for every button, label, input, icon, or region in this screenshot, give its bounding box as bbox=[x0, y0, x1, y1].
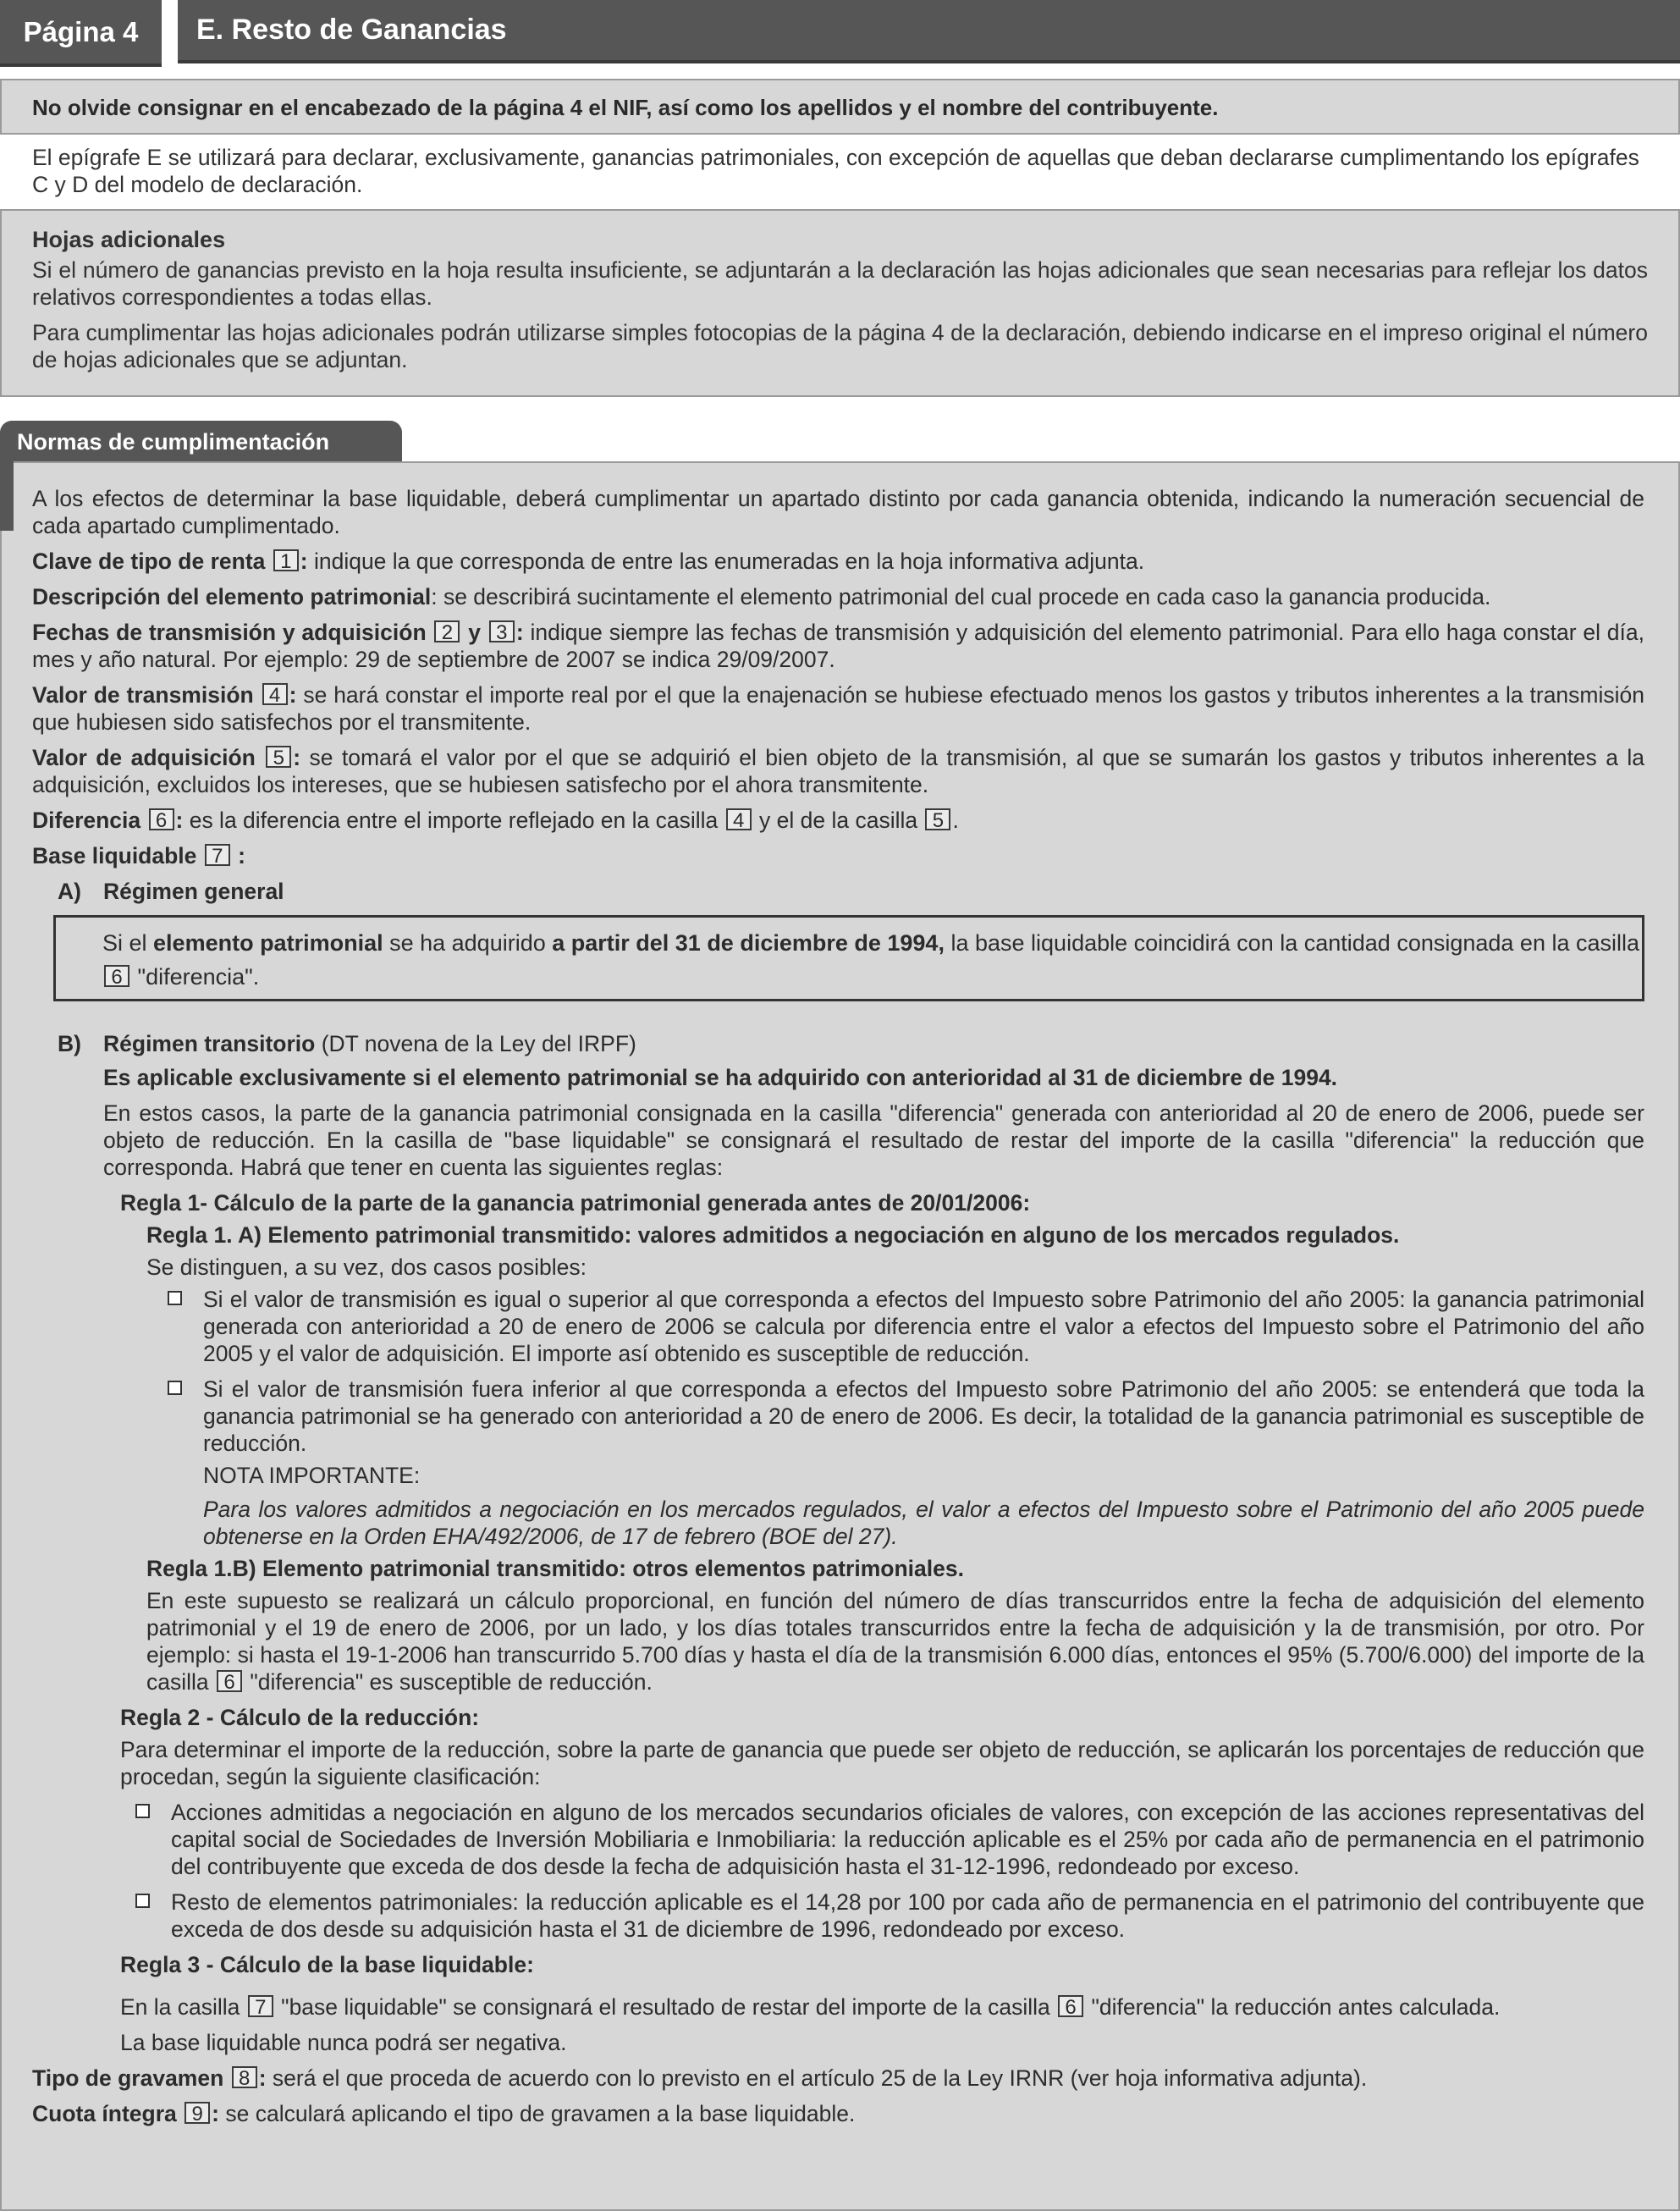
regimen-general-frame: Si el elemento patrimonial se ha adquirido a partir del 31 de diciembre de 1994, la base liquidable coincidirá con la cantidad consignada en la casilla 6 "diferencia". bbox=[53, 915, 1644, 1001]
regla-1-title: Regla 1- Cálculo de la parte de la ganancia patrimonial generada antes de 20/01/2006: bbox=[120, 1190, 1031, 1216]
intro-paragraph: El epígrafe E se utilizará para declarar, exclusivamente, ganancias patrimoniales, con excepción de aquellas que deban declararse cumplimentando los epígrafes C y D del modelo de declaración. bbox=[32, 145, 1639, 197]
vt-label: Valor de transmisión bbox=[32, 682, 254, 708]
regla-1a-item-1: Si el valor de transmisión es igual o superior al que corresponda a efectos del Impuesto sobre Patrimonio del año 2005: la ganancia patrimonial generada con anterioridad a 20 de enero de 2006 se calcula por diferencia entre el valor a efectos del Impuesto sobre el Patrimonio del año 2005 y el valor de adquisición. El importe así obtenido es susceptible de reducción. bbox=[168, 1286, 1644, 1367]
b-title: Régimen transitorio bbox=[103, 1031, 316, 1056]
checkbox-icon bbox=[135, 1804, 150, 1818]
cuota-text: se calculará aplicando el tipo de gravamen a la base liquidable. bbox=[219, 2101, 856, 2126]
tipo-label: Tipo de gravamen bbox=[32, 2065, 224, 2091]
box-1: 1 bbox=[273, 549, 299, 571]
fechas-label: Fechas de transmisión y adquisición bbox=[32, 620, 427, 645]
checkbox-icon bbox=[168, 1381, 182, 1395]
extra-sheets-p2: Para cumplimentar las hojas adicionales podrán utilizarse simples fotocopias de la página 4 de la declaración, debiendo indicarse en el impreso original el número de hojas adicionales que se adjuntan. bbox=[32, 320, 1648, 372]
page-number-tab: Página 4 bbox=[0, 0, 162, 67]
regimen-general-heading bbox=[32, 878, 1644, 905]
descripcion-item bbox=[32, 583, 1644, 610]
tipo-text: será el que proceda de acuerdo con lo previsto en el artículo 25 de la Ley IRNR (ver hoja informativa adjunta). bbox=[266, 2065, 1368, 2091]
box-2: 2 bbox=[434, 620, 460, 642]
section-title: E. Resto de Ganancias bbox=[178, 0, 1680, 63]
tipo-gravamen-item: Tipo de gravamen 8 : será el que proceda de acuerdo con lo previsto en el artículo 25 de la Ley IRNR (ver hoja informativa adjunta). bbox=[32, 2065, 1368, 2091]
nota-title: NOTA IMPORTANTE: bbox=[203, 1463, 421, 1488]
box-4: 4 bbox=[262, 683, 288, 705]
clave-item: Clave de tipo de renta 1 : indique la que corresponda de entre las enumeradas en la hoja informativa adjunta. bbox=[32, 549, 1145, 574]
clave-label: Clave de tipo de renta bbox=[32, 549, 266, 574]
extra-sheets-p1: Si el número de ganancias previsto en la hoja resulta insuficiente, se adjuntarán a la declaración las hojas adicionales que sean necesarias para reflejar los datos relativos correspondientes a todas ellas. bbox=[32, 257, 1648, 310]
box-4-ref: 4 bbox=[726, 808, 752, 830]
b-title-suffix: (DT novena de la Ley del IRPF) bbox=[315, 1031, 636, 1056]
base-label: Base liquidable bbox=[32, 843, 197, 868]
fechas-y: y bbox=[468, 620, 482, 645]
regla-3-note: La base liquidable nunca podrá ser negativa. bbox=[120, 2030, 567, 2055]
desc-text: : se describirá sucintamente el elemento patrimonial del cual procede en cada caso la ganancia producida. bbox=[431, 584, 1491, 609]
normas-intro: A los efectos de determinar la base liquidable, deberá cumplimentar un apartado distinto por cada ganancia obtenida, indicando la numeración secuencial de cada apartado cumplimentado. bbox=[32, 486, 1644, 538]
box-7: 7 bbox=[205, 844, 230, 866]
regla-1a-title: Regla 1. A) Elemento patrimonial transmitido: valores admitidos a negociación en alguno de los mercados regulados. bbox=[146, 1222, 1400, 1248]
dif-text3: . bbox=[952, 808, 959, 833]
box-5: 5 bbox=[266, 746, 291, 768]
regla-1b-text: En este supuesto se realizará un cálculo proporcional, en función del número de días transcurridos entre la fecha de adquisición del elemento patrimonial y el 19 de enero de 2006, por un lado, y los días totales transcurridos entre la fecha de adquisición y la de transmisión, por otro. Por ejemplo: si hasta el 19-1-2006 han transcurrido 5.700 días y hasta el día de la transmisión 6.000 días, entonces el 95% (5.700/6.000) del importe de la casilla 6 "diferencia" es susceptible de reducción. bbox=[146, 1588, 1644, 1695]
fechas-item: Fechas de transmisión y adquisición 2 y 3 : indique siempre las fechas de transmisión y adquisición del elemento patrimonial. Para ello haga constar el día, mes y año natural. Por ejemplo: 29 de septiembre de 2007 se indica 29/09/2007. bbox=[32, 620, 1644, 672]
a-letter: A) bbox=[58, 879, 81, 904]
vt-text: se hará constar el importe real por el que la enajenación se hubiese efectuado menos los gastos y tributos inherentes a la transmisión que hubiesen sido satisfechos por el transmitente. bbox=[32, 682, 1644, 735]
box-6-ref: 6 bbox=[217, 1670, 242, 1692]
regla-1a-text: Se distinguen, a su vez, dos casos posibles: bbox=[146, 1254, 587, 1280]
transitorio-bold: Es aplicable exclusivamente si el elemento patrimonial se ha adquirido con anterioridad al 31 de diciembre de 1994. bbox=[103, 1065, 1338, 1090]
a-title: Régimen general bbox=[103, 879, 284, 904]
va-text: se tomará el valor por el que se adquirió el bien objeto de la transmisión, al que se sumarán los gastos y tributos inherentes a la adquisición, excluidos los intereses, que se hubiesen satisfecho por el ahora transmitente. bbox=[32, 745, 1644, 797]
cuota-label: Cuota íntegra bbox=[32, 2101, 177, 2126]
b-letter: B) bbox=[58, 1031, 81, 1056]
diferencia-item: Diferencia 6 : es la diferencia entre el importe reflejado en la casilla 4 y el de la casilla 5 . bbox=[32, 808, 959, 833]
regla-1b-title: Regla 1.B) Elemento patrimonial transmitido: otros elementos patrimoniales. bbox=[146, 1556, 964, 1581]
extra-sheets-title: Hojas adicionales bbox=[32, 227, 226, 252]
box-9: 9 bbox=[185, 2102, 210, 2124]
transitorio-text: En estos casos, la parte de la ganancia patrimonial consignada en la casilla "diferencia" generada con anterioridad al 20 de enero de 2006, puede ser objeto de reducción. En la casilla de "base liquidable" se consignará el resultado de restar del importe de la casilla "diferencia" la reducción que corresponda. Habrá que tener en cuenta las siguientes reglas: bbox=[103, 1100, 1644, 1180]
regla-2-text: Para determinar el importe de la reducción, sobre la parte de ganancia que puede ser objeto de reducción, se aplicarán los porcentajes de reducción que procedan, según la siguiente clasificación: bbox=[120, 1737, 1644, 1789]
dif-label: Diferencia bbox=[32, 808, 141, 833]
regla-2-item-2: Resto de elementos patrimoniales: la reducción aplicable es el 14,28 por 100 por cada año de permanencia en el patrimonio del contribuyente que exceda de dos desde su adquisición hasta el 31 de diciembre de 1996, redondeado por exceso. bbox=[135, 1888, 1644, 1943]
regla-3-title: Regla 3 - Cálculo de la base liquidable: bbox=[120, 1952, 534, 1977]
regla-2-title: Regla 2 - Cálculo de la reducción: bbox=[120, 1705, 480, 1730]
box-3: 3 bbox=[489, 620, 515, 642]
checkbox-icon bbox=[135, 1894, 150, 1908]
checkbox-icon bbox=[168, 1291, 182, 1305]
regla-1a-item-2: Si el valor de transmisión fuera inferior al que corresponda a efectos del Impuesto sobre Patrimonio del año 2005: se entenderá que toda la ganancia patrimonial se ha generado con anterioridad a 20 de enero de 2006. Es decir, la totalidad de la ganancia patrimonial es susceptible de reducción. bbox=[168, 1376, 1644, 1457]
normas-edge-accent bbox=[0, 461, 14, 531]
cuota-integra-item: Cuota íntegra 9 : se calculará aplicando el tipo de gravamen a la base liquidable. bbox=[32, 2101, 856, 2126]
valor-adquisicion-item: Valor de adquisición 5 : se tomará el valor por el que se adquirió el bien objeto de la transmisión, al que se sumarán los gastos y tributos inherentes a la adquisición, excluidos los intereses, que se hubiesen satisfecho por el ahora transmitente. bbox=[32, 745, 1644, 797]
clave-text: indique la que corresponda de entre las enumeradas en la hoja informativa adjunta. bbox=[307, 549, 1145, 574]
box-7-ref: 7 bbox=[248, 1995, 273, 2017]
fechas-text: indique siempre las fechas de transmisión y adquisición del elemento patrimonial. Para ello haga constar el día, mes y año natural. Por ejemplo: 29 de septiembre de 2007 se indica 29/09/2007. bbox=[32, 620, 1644, 672]
normas-content bbox=[32, 485, 1644, 2136]
box-6-ref: 6 bbox=[1058, 1995, 1083, 2017]
notice-box: No olvide consignar en el encabezado de la página 4 el NIF, así como los apellidos y el nombre del contribuyente. bbox=[0, 79, 1680, 135]
extra-sheets-box bbox=[0, 209, 1680, 397]
box-6-ref: 6 bbox=[104, 965, 129, 987]
va-label: Valor de adquisición bbox=[32, 745, 256, 770]
box-6: 6 bbox=[149, 808, 174, 830]
regla-2-item-1: Acciones admitidas a negociación en alguno de los mercados secundarios oficiales de valores, con excepción de las acciones representativas del capital social de Sociedades de Inversión Mobiliaria e Inmobiliaria: la reducción aplicable es el 25% por cada año de permanencia en el patrimonio del contribuyente que exceda de dos desde la fecha de adquisición hasta el 31-12-1996, redondeado por exceso. bbox=[135, 1799, 1644, 1880]
valor-transmision-item: Valor de transmisión 4 : se hará constar el importe real por el que la enajenación se hubiese efectuado menos los gastos y tributos inherentes a la transmisión que hubiesen sido satisfechos por el transmitente. bbox=[32, 682, 1644, 735]
normas-tab: Normas de cumplimentación bbox=[0, 421, 402, 463]
box-8: 8 bbox=[232, 2066, 257, 2088]
box-5-ref: 5 bbox=[925, 808, 950, 830]
desc-label: Descripción del elemento patrimonial bbox=[32, 584, 432, 609]
dif-text1: es la diferencia entre el importe reflejado en la casilla bbox=[183, 808, 719, 833]
base-liquidable-item: Base liquidable 7 : bbox=[32, 843, 245, 868]
dif-text2: y el de la casilla bbox=[759, 808, 918, 833]
regla-3-text: En la casilla 7 "base liquidable" se consignará el resultado de restar del importe de la casilla 6 "diferencia" la reducción antes calculada. bbox=[120, 1994, 1501, 2020]
nota-text: Para los valores admitidos a negociación en los mercados regulados, el valor a efectos del Impuesto sobre el Patrimonio del año 2005 puede obtenerse en la Orden EHA/492/2006, de 17 de febrero (BOE del 27). bbox=[203, 1497, 1644, 1549]
regimen-transitorio-heading bbox=[32, 1030, 1644, 1057]
